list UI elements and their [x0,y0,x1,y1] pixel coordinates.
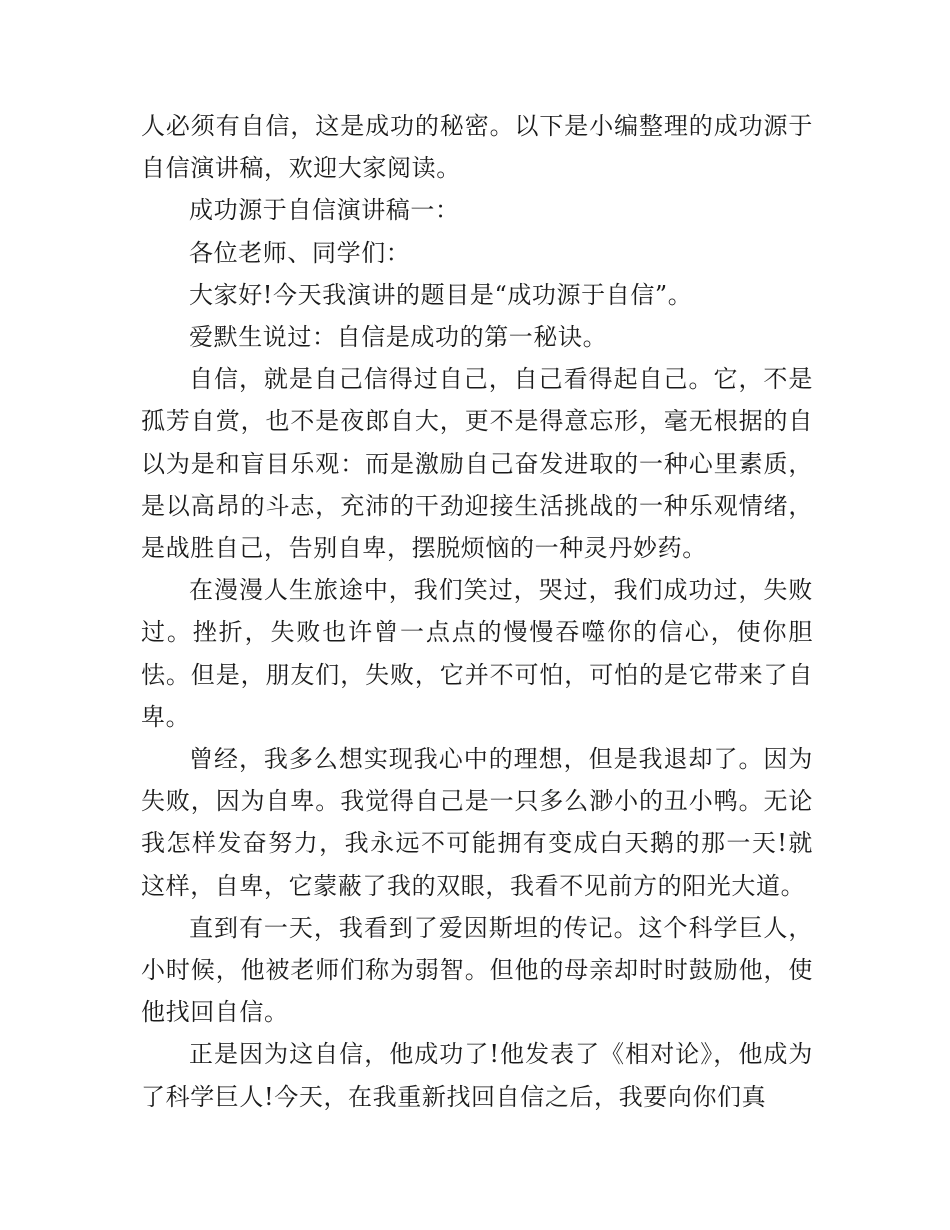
einstein-paragraph: 直到有一天，我看到了爱因斯坦的传记。这个科学巨人，小时候，他被老师们称为弱智。但他的母亲却时时鼓励他，使他找回自信。 [141,913,813,1027]
success-paragraph: 正是因为这自信，他成功了!他发表了《相对论》，他成为了科学巨人!今天，在我重新找回自信之后，我要向你们真 [141,1040,813,1111]
speech-heading: 成功源于自信演讲稿一： [189,196,460,225]
salutation: 各位老师、同学们： [189,238,411,267]
quote-paragraph: 爱默生说过：自信是成功的第一秘诀。 [189,323,608,352]
intro-paragraph: 人必须有自信，这是成功的秘密。以下是小编整理的成功源于自信演讲稿，欢迎大家阅读。 [141,112,813,183]
greeting-paragraph: 大家好!今天我演讲的题目是“成功源于自信”。 [189,280,693,309]
document-body [141,105,813,1118]
journey-paragraph: 在漫漫人生旅途中，我们笑过，哭过，我们成功过，失败过。挫折，失败也许曾一点点的慢慢吞噬你的信心，使你胆怯。但是，朋友们，失败，它并不可怕，可怕的是它带来了自卑。 [141,576,813,731]
past-paragraph: 曾经，我多么想实现我心中的理想，但是我退却了。因为失败，因为自卑。我觉得自己是一只多么渺小的丑小鸭。无论我怎样发奋努力，我永远不可能拥有变成白天鹅的那一天!就这样，自卑，它蒙蔽了我的双眼，我看不见前方的阳光大道。 [141,745,813,900]
definition-paragraph: 自信，就是自己信得过自己，自己看得起自己。它，不是孤芳自赏，也不是夜郎自大，更不是得意忘形，毫无根据的自以为是和盲目乐观：而是激励自己奋发进取的一种心里素质，是以高昂的斗志，充沛的干劲迎接生活挑战的一种乐观情绪，是战胜自己，告别自卑，摆脱烦恼的一种灵丹妙药。 [141,365,813,563]
